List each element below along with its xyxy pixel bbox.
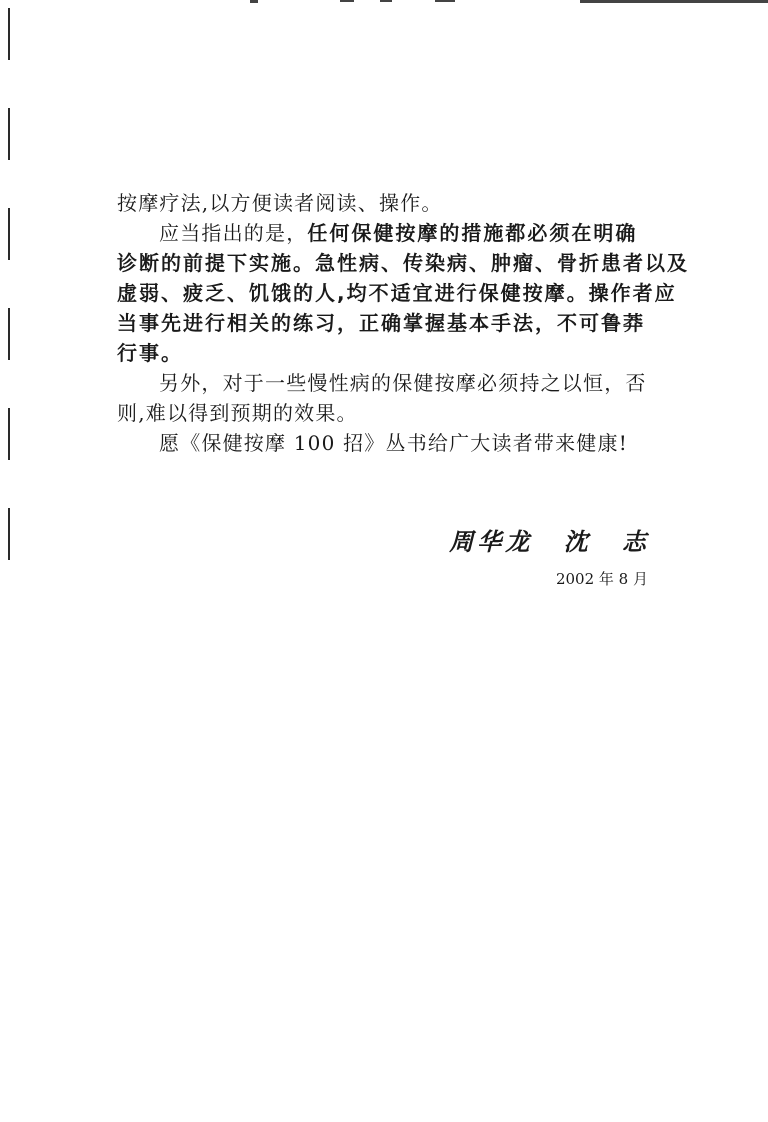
scan-edge-noise (340, 0, 354, 2)
binding-mark (8, 408, 10, 460)
text-line: 另外，对于一些慢性病的保健按摩必须持之以恒，否 (159, 371, 647, 395)
scan-edge-noise (435, 0, 455, 2)
paragraph-2 (117, 218, 692, 368)
paragraph-3 (117, 368, 692, 428)
text-line: 虚弱、疲乏、饥饿的人,均不适宜进行保健按摩。操作者应 (117, 281, 677, 305)
author-signature: 周华龙 沈 志 (449, 527, 650, 556)
binding-mark (8, 108, 10, 160)
text-line (117, 218, 692, 248)
signature-date: 2002 年 8 月 (555, 570, 648, 588)
text-line: 按摩疗法,以方便读者阅读、操作。 (117, 191, 443, 215)
binding-mark (8, 308, 10, 360)
scan-edge-noise (580, 0, 768, 3)
scan-edge-noise (380, 0, 392, 2)
text-line: 行事。 (117, 341, 183, 365)
binding-mark (8, 208, 10, 260)
text-line: 诊断的前提下实施。急性病、传染病、肿瘤、骨折患者以及 (117, 251, 689, 275)
text-line: 愿《保健按摩 100 招》丛书给广大读者带来健康! (159, 431, 628, 455)
scan-edge-noise (250, 0, 258, 3)
paragraph-1 (117, 188, 692, 218)
text-emphasis: 任何保健按摩的措施都必须在明确 (307, 221, 638, 245)
binding-mark (8, 8, 10, 60)
text-line: 则,难以得到预期的效果。 (117, 401, 358, 425)
paragraph-4 (117, 428, 692, 458)
text-normal: 应当指出的是， (159, 221, 308, 245)
binding-mark (8, 508, 10, 560)
body-text (117, 188, 692, 458)
text-line: 当事先进行相关的练习，正确掌握基本手法，不可鲁莽 (117, 311, 645, 335)
